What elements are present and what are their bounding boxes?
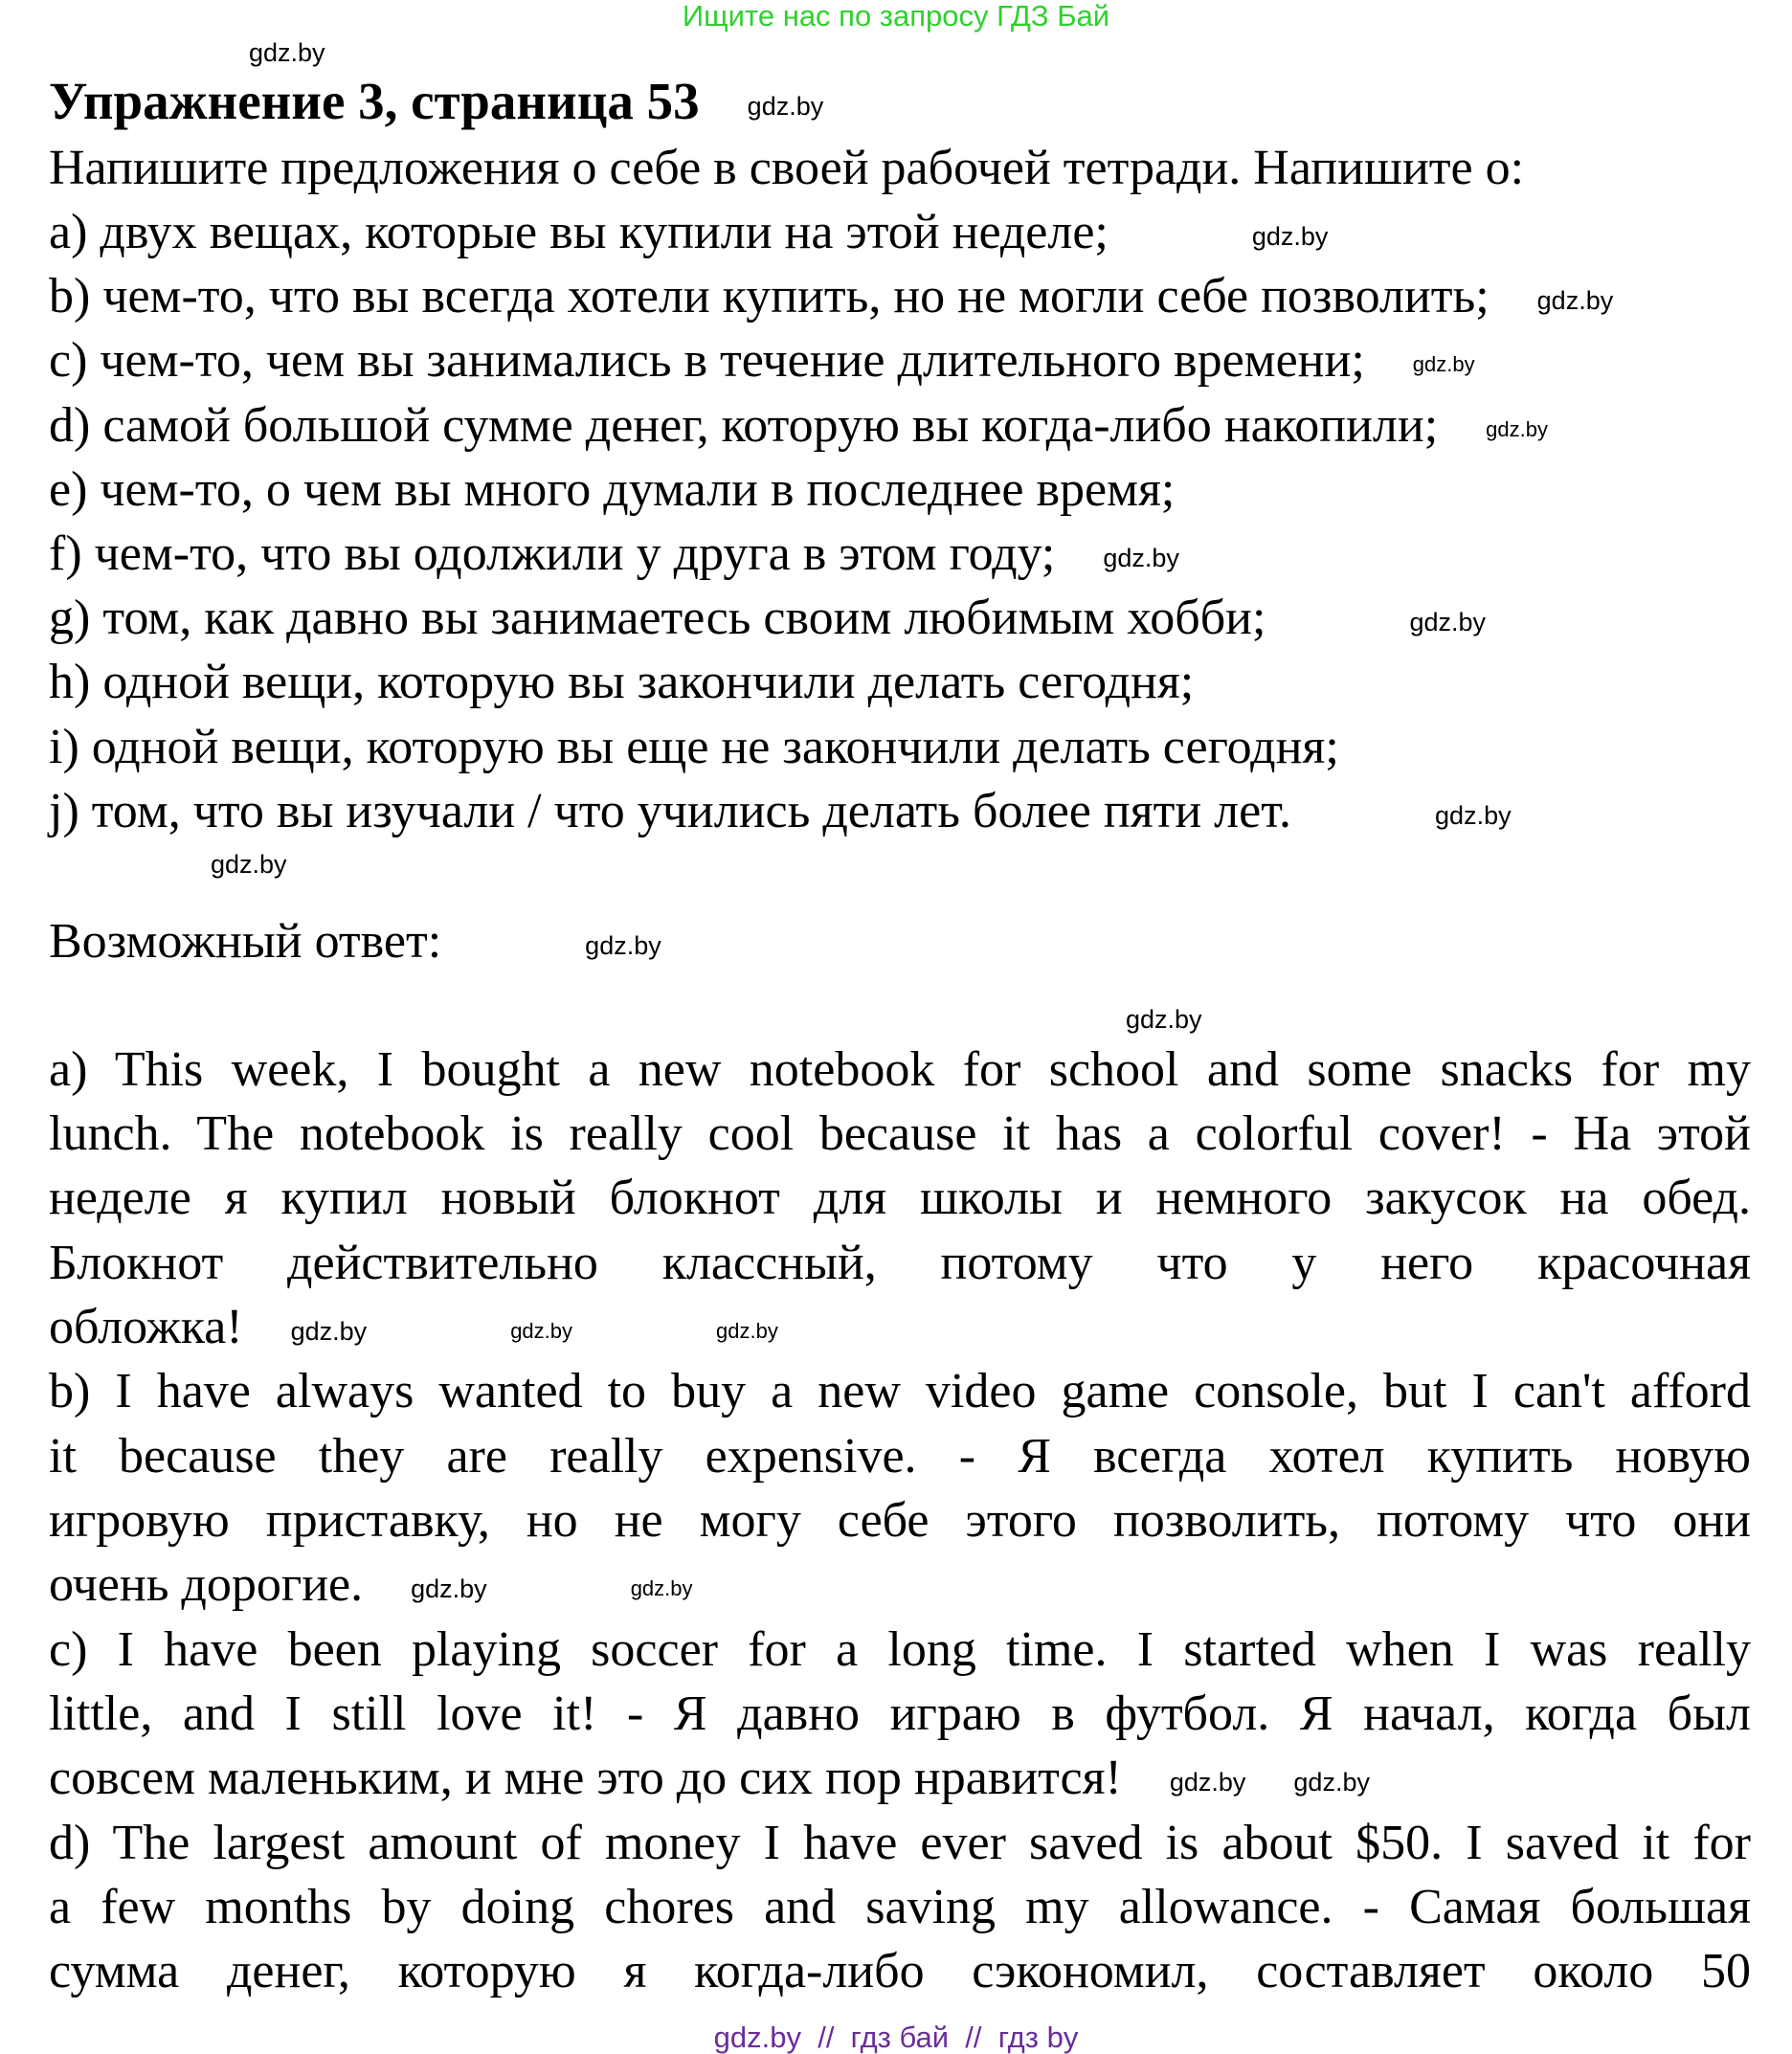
answer-label-row — [49, 913, 661, 971]
watermark: gdz.by — [510, 1319, 573, 1344]
watermark: gdz.by — [1536, 286, 1614, 316]
watermark: gdz.by — [1103, 544, 1179, 573]
answer-line: little, and I still love it! - Я давно играю в футбол. Я начал, когда был — [49, 1686, 1751, 1741]
task-item-text: g) том, как давно вы занимаетесь своим любимым хобби; — [49, 591, 1266, 645]
task-item: h) одной вещи, которую вы закончили делать сегодня; — [49, 655, 1195, 709]
answer-line: lunch. The notebook is really cool because it has a colorful cover! - На этой — [49, 1106, 1751, 1161]
task-item — [49, 268, 1613, 325]
watermark: gdz.by — [1409, 608, 1486, 637]
answer-line: неделе я купил новый блокнот для школы и немного закусок на обед. — [49, 1171, 1751, 1225]
watermark: gdz.by — [1435, 801, 1512, 831]
task-item — [49, 590, 1486, 647]
task-item-text: b) чем-то, что вы всегда хотели купить, но не могли себе позволить; — [49, 269, 1490, 324]
task-item-text: c) чем-то, чем вы занимались в течение длительного времени; — [49, 333, 1365, 388]
answer-line: it because they are really expensive. - Я всегда хотел купить новую — [49, 1429, 1751, 1484]
task-intro: Напишите предложения о себе в своей рабочей тетради. Напишите о: — [49, 141, 1525, 195]
answer-line — [49, 1750, 1751, 1807]
watermark: gdz.by — [1126, 1005, 1202, 1034]
answer-line — [49, 1556, 1751, 1614]
answer-line: сумма денег, которую я когда-либо сэкономил, составляет около 50 — [49, 1944, 1751, 1998]
watermark: gdz.by — [1169, 1768, 1246, 1797]
watermark: gdz.by — [211, 850, 287, 879]
footer-links: gdz.by // гдз бай // гдз by — [713, 2021, 1079, 2054]
watermark: gdz.by — [747, 92, 824, 122]
task-item-text: j) том, что вы изучали / что учились делать более пяти лет. — [49, 784, 1292, 838]
answer-label: Возможный ответ: — [49, 914, 442, 969]
task-item — [49, 204, 1328, 261]
answer-line: b) I have always wanted to buy a new video game console, but I can't afford — [49, 1364, 1751, 1418]
task-item-text: d) самой большой сумме денег, которую вы когда-либо накопили; — [49, 398, 1439, 453]
answer-line-text: совсем маленьким, и мне это до сих пор нравится! — [49, 1751, 1122, 1805]
watermark: gdz.by — [249, 38, 325, 67]
answer-line-text: обложка! — [49, 1300, 243, 1354]
task-item: e) чем-то, о чем вы много думали в последнее время; — [49, 462, 1176, 517]
answer-line — [49, 1299, 1751, 1356]
watermark: gdz.by — [716, 1319, 778, 1344]
answer-line: Блокнот действительно классный, потому что у него красочная — [49, 1236, 1751, 1290]
task-item-text: a) двух вещах, которые вы купили на этой неделе; — [49, 205, 1109, 259]
task-item — [49, 783, 1512, 840]
search-banner: Ищите нас по запросу ГДЗ Бай — [682, 0, 1110, 33]
task-item — [49, 332, 1475, 390]
watermark: gdz.by — [1251, 222, 1329, 252]
watermark: gdz.by — [1293, 1768, 1370, 1797]
watermark: gdz.by — [290, 1317, 368, 1347]
answer-line: d) The largest amount of money I have ever saved is about $50. I saved it for — [49, 1816, 1751, 1870]
task-item-text: f) чем-то, что вы одолжили у друга в этом году; — [49, 526, 1056, 581]
watermark: gdz.by — [1486, 417, 1548, 442]
answer-line: c) I have been playing soccer for a long time. I started when I was really — [49, 1622, 1751, 1677]
watermark: gdz.by — [411, 1574, 487, 1604]
task-item — [49, 397, 1548, 455]
task-item — [49, 525, 1179, 583]
page-title-row — [49, 73, 823, 130]
watermark: gdz.by — [585, 931, 661, 961]
watermark: gdz.by — [1412, 352, 1475, 377]
answer-line: a) This week, I bought a new notebook for school and some snacks for my — [49, 1042, 1751, 1097]
watermark: gdz.by — [630, 1576, 693, 1601]
answer-line: игровую приставку, но не могу себе этого позволить, потому что они — [49, 1493, 1751, 1548]
answer-line: a few months by doing chores and saving my allowance. - Самая большая — [49, 1880, 1751, 1934]
answer-line-text: очень дорогие. — [49, 1557, 364, 1612]
page-title: Упражнение 3, страница 53 — [49, 72, 700, 130]
task-item: i) одной вещи, которую вы еще не закончили делать сегодня; — [49, 720, 1339, 774]
